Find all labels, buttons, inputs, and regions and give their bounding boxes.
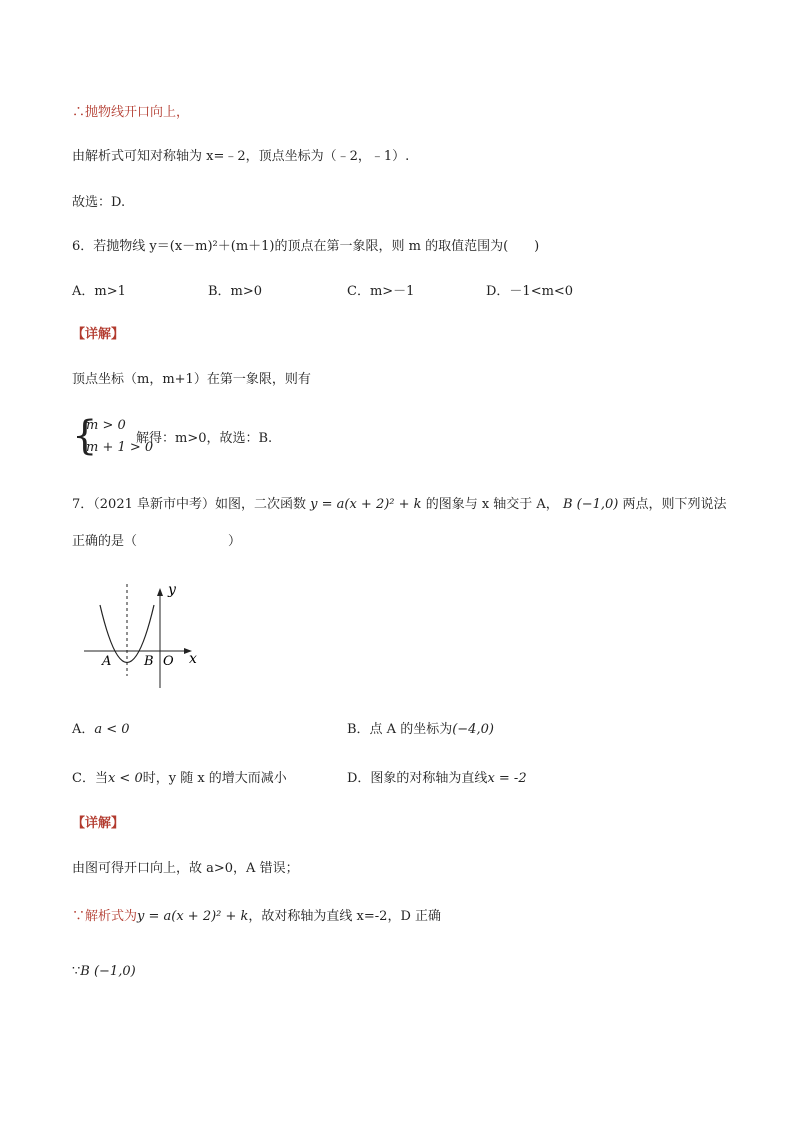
left-brace: { <box>72 413 98 459</box>
prev-solution-line-1: ∴抛物线开口向上， <box>72 105 190 120</box>
q6-solution-line-1: 顶点坐标（m，m+1）在第一象限，则有 <box>72 372 311 387</box>
q7-option-b-math: (−4,0) <box>452 722 494 737</box>
q6-option-b: B．m>0 <box>208 284 263 299</box>
q7-option-b <box>347 721 494 739</box>
q7-detail-title: 【详解】 <box>72 816 125 831</box>
q7-stem-line-2: 正确的是（ ） <box>72 534 242 549</box>
q7-solution-line-3-math: B (−1,0) <box>80 964 136 979</box>
q7-stem-line-1 <box>72 496 727 514</box>
q7-stem-point: B (−1,0) <box>562 497 619 512</box>
q7-option-a-math: a < 0 <box>94 722 130 737</box>
q7-option-a-prefix: A． <box>72 722 95 737</box>
q7-stem-formula: y = a(x + 2)² + k <box>310 497 422 512</box>
q7-option-c-suffix: 时，y 随 x 的增大而减小 <box>142 771 287 786</box>
q7-stem-part-1: 7．（2021 阜新市中考）如图，二次函数 <box>72 497 306 512</box>
q7-option-c-prefix: C．当 <box>72 771 108 786</box>
q6-option-c: C．m>－1 <box>347 284 415 299</box>
q6-stem: 6．若抛物线 y＝(x－m)²＋(m＋1)的顶点在第一象限，则 m 的取值范围为( ) <box>72 239 540 254</box>
q7-option-d-prefix: D．图象的对称轴为直线 <box>347 771 488 786</box>
q7-option-c-math: x < 0 <box>107 771 143 786</box>
q7-option-d-math: x = -2 <box>487 771 527 786</box>
q6-inequality-2: m + 1 > 0 <box>86 440 154 455</box>
q6-option-a: A．m>1 <box>72 284 126 299</box>
point-a-label: A <box>102 654 112 669</box>
q7-parabola-graph <box>80 580 210 690</box>
q7-solution-line-2-prefix: ∵解析式为 <box>72 909 138 924</box>
q7-solution-line-2-math: y = a(x + 2)² + k <box>137 909 249 924</box>
q7-stem-part-3: 两点，则下列说法 <box>622 497 727 512</box>
q6-option-d: D．－1<m<0 <box>486 284 574 299</box>
q6-detail-title: 【详解】 <box>72 327 125 342</box>
q7-stem-part-2: 的图象与 x 轴交于 A， <box>425 497 559 512</box>
point-b-label: B <box>144 654 154 669</box>
q7-solution-line-3-prefix: ∵ <box>72 964 81 979</box>
q7-option-a <box>72 721 130 739</box>
q7-option-d <box>347 770 527 788</box>
q7-option-c <box>72 770 287 788</box>
y-axis-arrow <box>157 588 163 596</box>
q7-solution-line-1: 由图可得开口向上，故 a>0，A 错误； <box>72 861 299 876</box>
x-axis-label: x <box>189 651 197 667</box>
origin-label: O <box>163 654 174 669</box>
q7-solution-line-2 <box>72 908 441 926</box>
q7-solution-line-3 <box>72 963 136 981</box>
q7-option-b-prefix: B．点 A 的坐标为 <box>347 722 453 737</box>
prev-solution-line-2: 由解析式可知对称轴为 x=﹣2，顶点坐标为（﹣2，﹣1）. <box>72 149 410 164</box>
q6-inequality-1: m > 0 <box>86 418 126 433</box>
y-axis-label: y <box>168 582 176 598</box>
q7-solution-line-2-suffix: ，故对称轴为直线 x=-2，D 正确 <box>248 909 441 924</box>
q6-solution-tail: 解得：m>0，故选：B. <box>136 431 273 446</box>
prev-solution-line-3: 故选：D. <box>72 195 126 210</box>
